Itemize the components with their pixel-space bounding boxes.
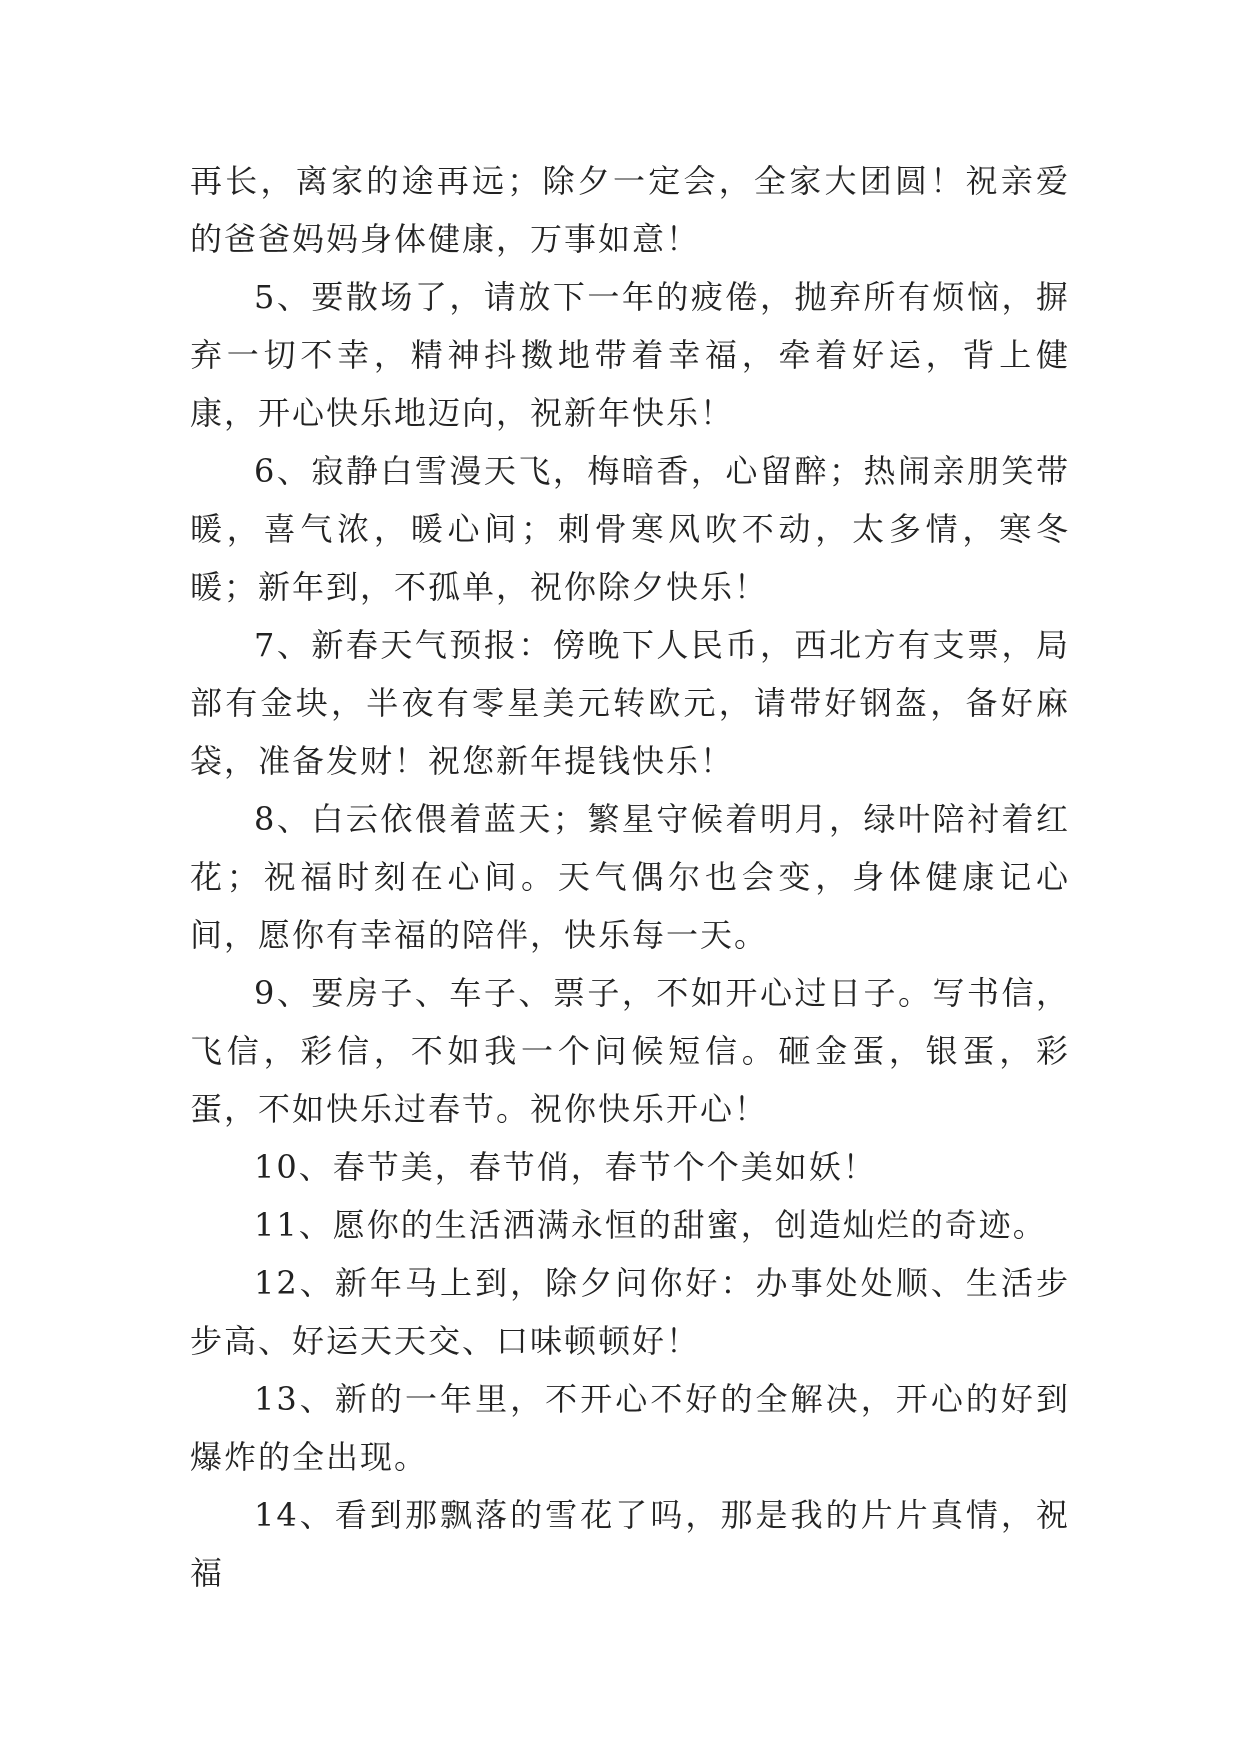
paragraph-item-6: 6、寂静白雪漫天飞，梅暗香，心留醉；热闹亲朋笑带暖，喜气浓，暖心间；刺骨寒风吹不动，太多情，寒冬暖；新年到，不孤单，祝你除夕快乐！ <box>190 452 1070 606</box>
paragraph-item-9: 9、要房子、车子、票子，不如开心过日子。写书信，飞信，彩信，不如我一个问候短信。砸金蛋，银蛋，彩蛋，不如快乐过春节。祝你快乐开心！ <box>190 974 1070 1128</box>
paragraph-item-13: 13、新的一年里，不开心不好的全解决，开心的好到爆炸的全出现。 <box>190 1380 1070 1476</box>
paragraph-item-5: 5、要散场了，请放下一年的疲倦，抛弃所有烦恼，摒弃一切不幸，精神抖擞地带着幸福，牵着好运，背上健康，开心快乐地迈向，祝新年快乐！ <box>190 278 1070 432</box>
paragraph-item-12: 12、新年马上到，除夕问你好：办事处处顺、生活步步高、好运天天交、口味顿顿好！ <box>190 1264 1070 1360</box>
paragraph-continuation: 再长，离家的途再远；除夕一定会，全家大团圆！祝亲爱的爸爸妈妈身体健康，万事如意！ <box>190 162 1070 258</box>
paragraph-item-14: 14、看到那飘落的雪花了吗，那是我的片片真情，祝福 <box>190 1496 1070 1592</box>
paragraph-item-11: 11、愿你的生活洒满永恒的甜蜜，创造灿烂的奇迹。 <box>254 1206 1047 1244</box>
paragraph-item-8: 8、白云依偎着蓝天；繁星守候着明月，绿叶陪衬着红花；祝福时刻在心间。天气偶尔也会变，身体健康记心间，愿你有幸福的陪伴，快乐每一天。 <box>190 800 1070 954</box>
paragraph-item-7: 7、新春天气预报：傍晚下人民币，西北方有支票，局部有金块，半夜有零星美元转欧元，请带好钢盔，备好麻袋，准备发财！祝您新年提钱快乐！ <box>190 626 1070 780</box>
paragraph-item-10: 10、春节美，春节俏，春节个个美如妖！ <box>254 1148 877 1186</box>
document-body <box>190 152 1070 1602</box>
